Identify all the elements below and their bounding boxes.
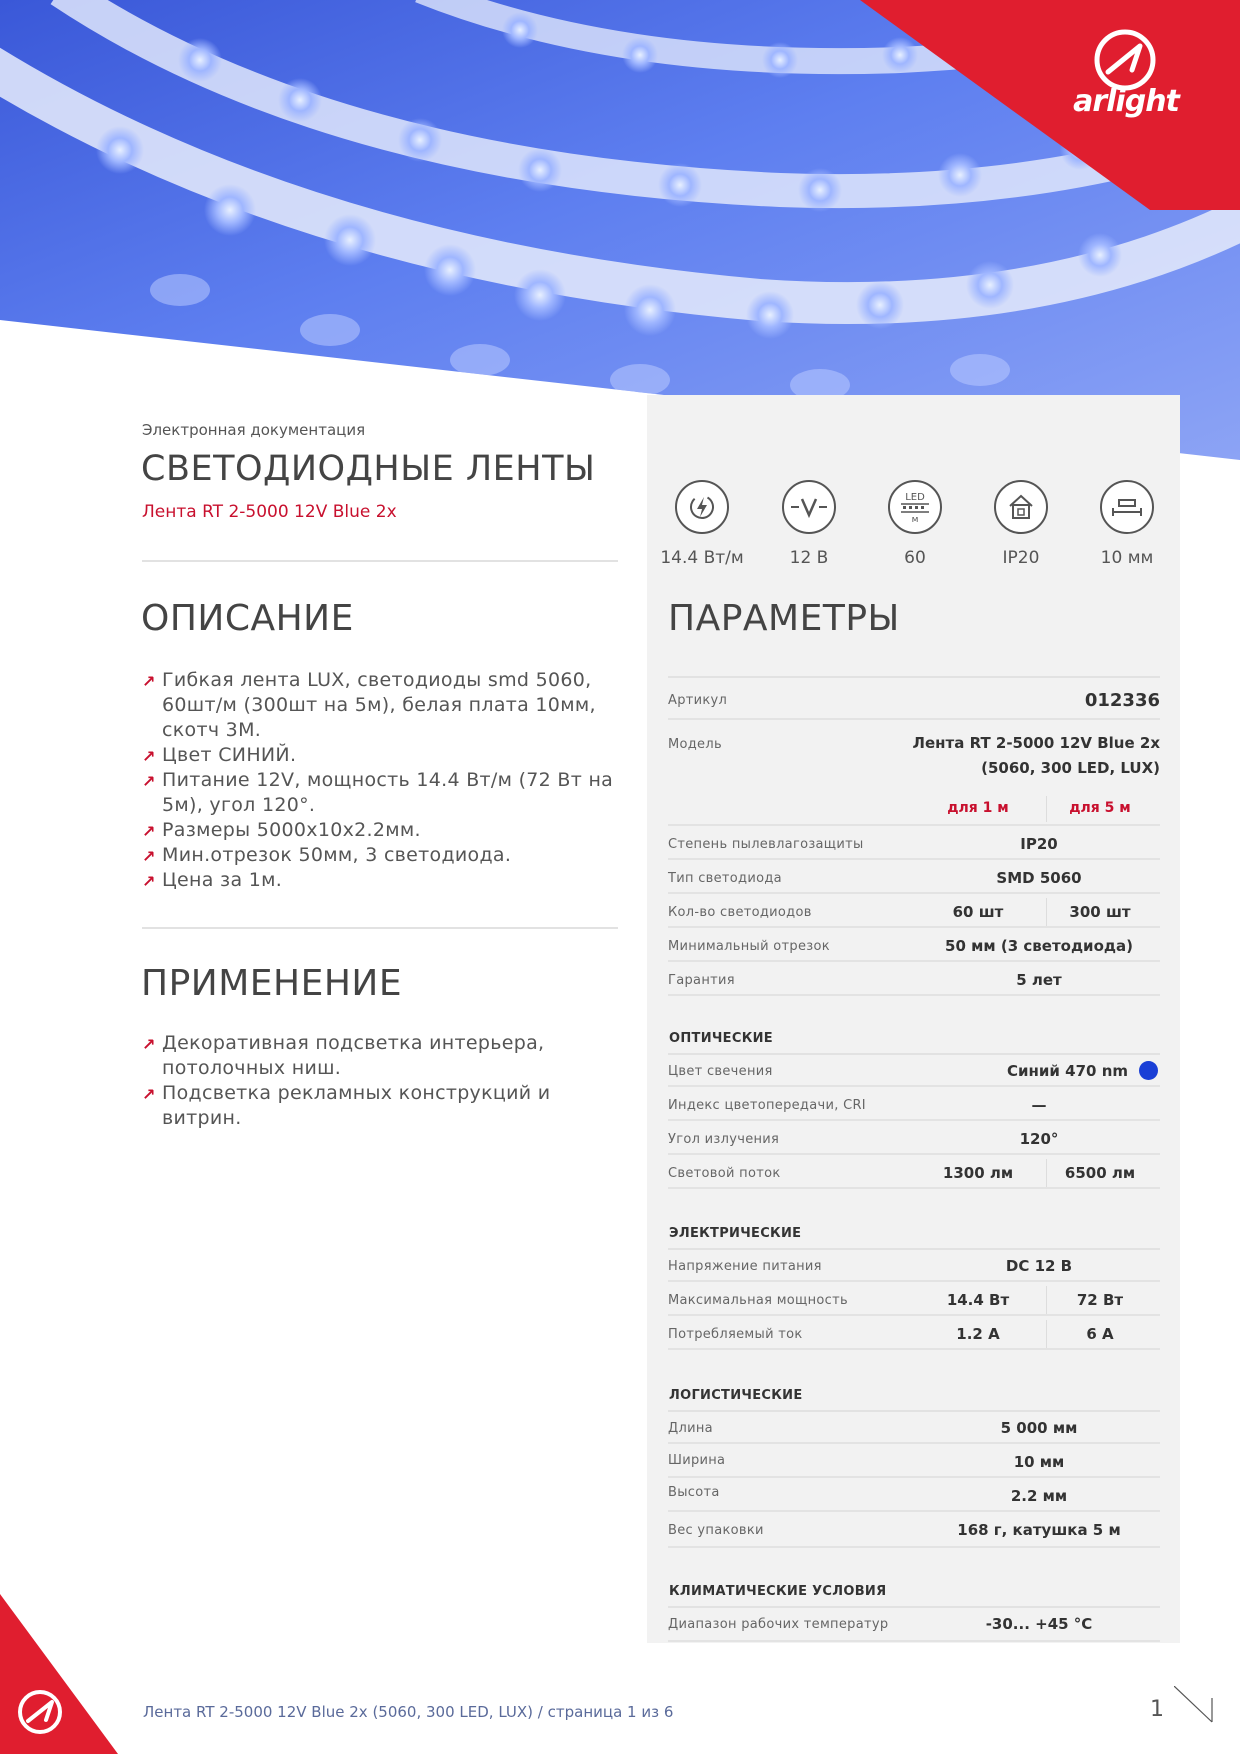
svg-text:LED: LED xyxy=(905,492,925,503)
list-item: ↗ Цвет СИНИЙ. xyxy=(142,743,622,768)
logistics-heading: ЛОГИСТИЧЕСКИЕ xyxy=(669,1388,803,1403)
row-width: Ширина 10 мм xyxy=(668,1446,1160,1478)
row-voltage: Напряжение питания DC 12 В xyxy=(668,1250,1160,1282)
per-1m-label: для 1 м xyxy=(947,800,1009,816)
per-5m-label: для 5 м xyxy=(1069,800,1131,816)
power-value: 14.4 Вт/м xyxy=(660,548,744,568)
row-article: Артикул 012336 xyxy=(668,678,1160,720)
feature-width xyxy=(1082,480,1172,568)
model-value-2: (5060, 300 LED, LUX) xyxy=(981,759,1160,777)
page-title: СВЕТОДИОДНЫЕ ЛЕНТЫ xyxy=(141,449,596,489)
ip-value: IP20 xyxy=(1002,548,1040,568)
list-item: ↗ Декоративная подсветка интерьера, потолочных ниш. xyxy=(142,1032,545,1079)
article-value: 012336 xyxy=(1084,690,1160,711)
feature-led-density xyxy=(870,480,960,568)
arrow-icon: ↗ xyxy=(142,772,156,791)
arrow-icon: ↗ xyxy=(142,672,156,691)
arrow-icon: ↗ xyxy=(142,1085,156,1104)
list-item: ↗ Мин.отрезок 50мм, 3 светодиода. xyxy=(142,843,622,868)
row-ip: Степень пылевлагозащиты IP20 xyxy=(668,828,1160,860)
list-item: ↗ Гибкая лента LUX, светодиоды smd 5060, 60шт/м (300шт на 5м), белая плата 10мм, скотч 3М. xyxy=(142,669,596,741)
row-color: Цвет свечения Синий 470 nm xyxy=(668,1055,1160,1087)
row-current: Потребляемый ток 1.2 A 6 A xyxy=(668,1318,1160,1350)
footer-brand-corner xyxy=(0,1594,120,1754)
row-cri: Индекс цветопередачи, CRI — xyxy=(668,1089,1160,1121)
brand-logo-text: arlight xyxy=(1073,84,1179,119)
row-height: Высота 2.2 мм xyxy=(668,1480,1160,1512)
arrow-icon: ↗ xyxy=(142,1035,156,1054)
divider xyxy=(142,927,618,929)
page-number: 1 xyxy=(1150,1697,1164,1722)
led-density-value: 60 xyxy=(904,548,926,568)
arrow-icon: ↗ xyxy=(142,747,156,766)
climate-heading: КЛИМАТИЧЕСКИЕ УСЛОВИЯ xyxy=(669,1584,887,1599)
description-list xyxy=(142,668,622,893)
row-warranty: Гарантия 5 лет xyxy=(668,964,1160,996)
color-swatch-icon xyxy=(1139,1061,1158,1080)
list-item: ↗ Подсветка рекламных конструкций и витрин. xyxy=(142,1082,551,1129)
list-item: ↗ Цена за 1м. xyxy=(142,868,622,893)
width-value: 10 мм xyxy=(1100,548,1154,568)
voltage-value: 12 В xyxy=(789,548,829,568)
color-value: Синий 470 nm xyxy=(1007,1062,1128,1080)
doc-label: Электронная документация xyxy=(142,421,366,439)
application-heading: ПРИМЕНЕНИЕ xyxy=(141,963,403,1004)
power-icon xyxy=(675,480,729,534)
row-min-cut: Минимальный отрезок 50 мм (3 светодиода) xyxy=(668,930,1160,962)
row-length: Длина 5 000 мм xyxy=(668,1412,1160,1444)
row-weight: Вес упаковки 168 г, катушка 5 м xyxy=(668,1514,1160,1548)
product-subtitle: Лента RT 2-5000 12V Blue 2x xyxy=(142,502,397,522)
page-corner-decoration xyxy=(1174,1686,1224,1736)
row-temperature: Диапазон рабочих температур -30... +45 °C xyxy=(668,1608,1160,1642)
application-list xyxy=(142,1031,622,1131)
voltage-icon xyxy=(782,480,836,534)
row-led-count: Кол-во светодиодов 60 шт 300 шт xyxy=(668,896,1160,928)
house-protection-icon xyxy=(994,480,1048,534)
arrow-icon: ↗ xyxy=(142,872,156,891)
feature-ip xyxy=(976,480,1066,568)
params-heading: ПАРАМЕТРЫ xyxy=(668,598,900,639)
list-item: ↗ Питание 12V, мощность 14.4 Вт/м (72 Вт на 5м), угол 120°. xyxy=(142,769,614,816)
row-led-type: Тип светодиода SMD 5060 xyxy=(668,862,1160,894)
led-per-meter-icon xyxy=(888,480,942,534)
divider xyxy=(142,560,618,562)
svg-text:м: м xyxy=(911,515,919,525)
feature-power xyxy=(657,480,747,568)
model-value-1: Лента RT 2-5000 12V Blue 2x xyxy=(912,734,1160,752)
row-angle: Угол излучения 120° xyxy=(668,1123,1160,1155)
electrical-heading: ЭЛЕКТРИЧЕСКИЕ xyxy=(669,1226,802,1241)
list-item: ↗ Размеры 5000x10x2.2мм. xyxy=(142,818,622,843)
row-flux: Световой поток 1300 лм 6500 лм xyxy=(668,1157,1160,1189)
arrow-icon: ↗ xyxy=(142,822,156,841)
row-model: Модель Лента RT 2-5000 12V Blue 2x (5060, 300 LED, LUX) xyxy=(668,734,1160,777)
optical-heading: ОПТИЧЕСКИЕ xyxy=(669,1031,773,1046)
description-heading: ОПИСАНИЕ xyxy=(141,598,354,639)
footer-text: Лента RT 2-5000 12V Blue 2x (5060, 300 LED, LUX) / страница 1 из 6 xyxy=(143,1703,674,1721)
row-per-length-header xyxy=(668,792,1160,826)
width-icon xyxy=(1100,480,1154,534)
row-power: Максимальная мощность 14.4 Вт 72 Вт xyxy=(668,1284,1160,1316)
feature-voltage xyxy=(764,480,854,568)
arrow-icon: ↗ xyxy=(142,847,156,866)
